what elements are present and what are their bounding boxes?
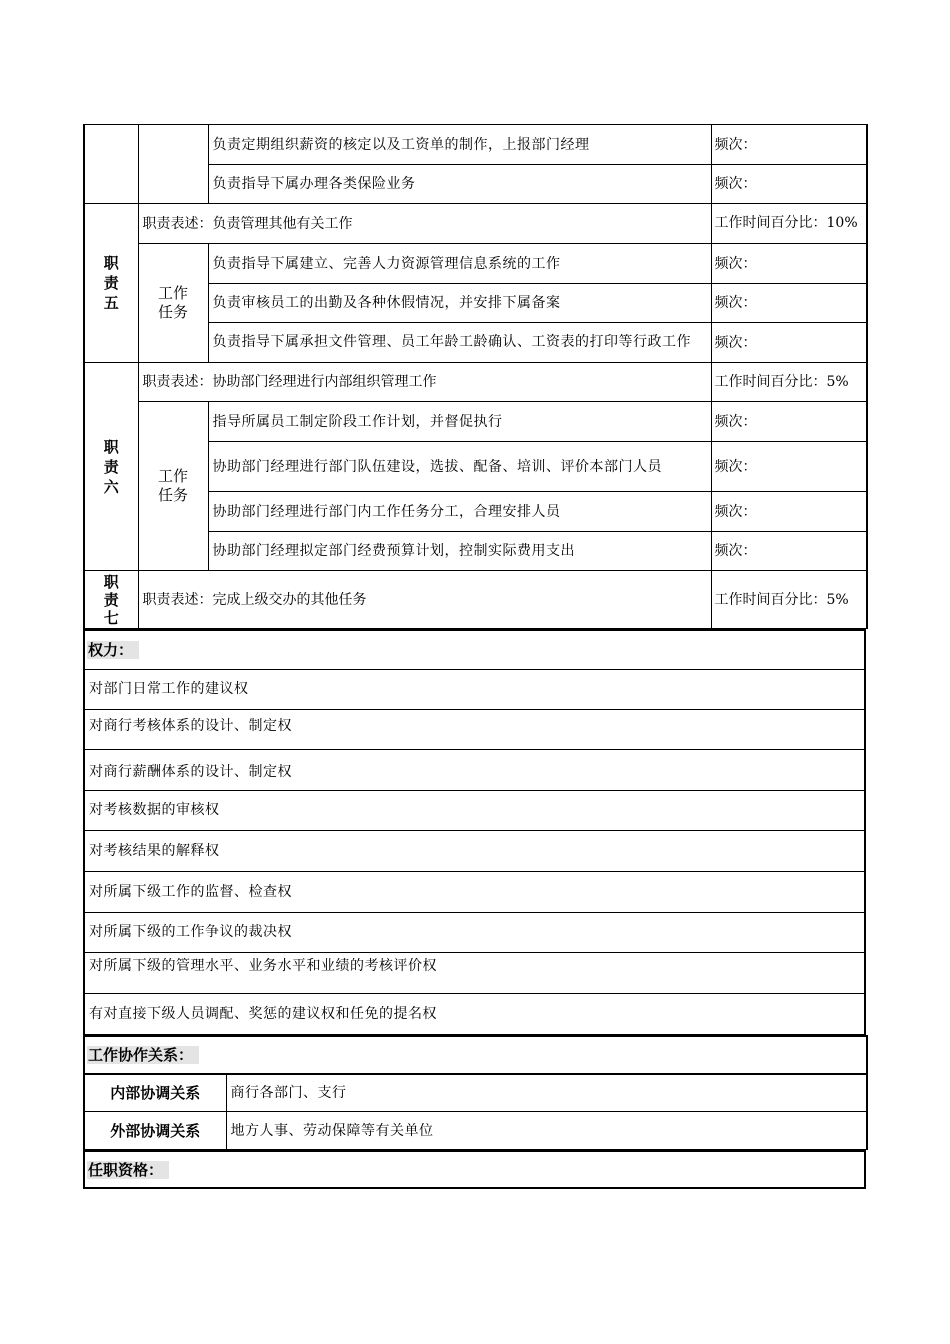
task-frequency: 频次： bbox=[711, 442, 867, 492]
qualifications-table bbox=[83, 1150, 866, 1189]
cooperation-row bbox=[84, 1112, 867, 1150]
power-row bbox=[84, 830, 865, 871]
powers-heading: 权力： bbox=[87, 641, 139, 659]
duty-row bbox=[84, 363, 867, 402]
section-header-row bbox=[84, 1036, 867, 1074]
power-row bbox=[84, 993, 865, 1034]
power-row bbox=[84, 912, 865, 952]
power-item: 对所属下级的工作争议的裁决权 bbox=[84, 912, 865, 952]
power-row bbox=[84, 790, 865, 830]
section-header-row bbox=[84, 630, 865, 669]
duty-label-cell bbox=[84, 125, 138, 204]
power-row bbox=[84, 952, 865, 993]
task-text: 负责定期组织薪资的核定以及工资单的制作，上报部门经理 bbox=[208, 125, 711, 165]
task-frequency: 频次： bbox=[711, 492, 867, 532]
duty-6-label: 职 责 六 bbox=[84, 363, 138, 571]
power-row bbox=[84, 709, 865, 749]
external-coordination-label: 外部协调关系 bbox=[84, 1112, 226, 1150]
task-text: 协助部门经理进行部门内工作任务分工，合理安排人员 bbox=[208, 492, 711, 532]
duty-7-label: 职 责 七 bbox=[84, 571, 138, 629]
power-item: 对考核数据的审核权 bbox=[84, 790, 865, 830]
power-item: 有对直接下级人员调配、奖惩的建议权和任免的提名权 bbox=[84, 993, 865, 1034]
duty-5-label: 职 责 五 bbox=[84, 204, 138, 363]
task-frequency: 频次： bbox=[711, 125, 867, 165]
task-frequency: 频次： bbox=[711, 284, 867, 323]
task-frequency: 频次： bbox=[711, 402, 867, 442]
power-item: 对商行薪酬体系的设计、制定权 bbox=[84, 749, 865, 790]
task-frequency: 频次： bbox=[711, 532, 867, 571]
task-row bbox=[84, 402, 867, 442]
task-text: 协助部门经理进行部门队伍建设，选拔、配备、培训、评价本部门人员 bbox=[208, 442, 711, 492]
duty-5-task-label: 工作 任务 bbox=[138, 244, 208, 363]
duty-7-description: 职责表述：完成上级交办的其他任务 bbox=[138, 571, 711, 629]
job-description-page bbox=[83, 124, 866, 1189]
task-text: 负责指导下属承担文件管理、员工年龄工龄确认、工资表的打印等行政工作 bbox=[208, 323, 711, 363]
duty-row bbox=[84, 571, 867, 629]
power-row bbox=[84, 669, 865, 709]
duty-6-task-label: 工作 任务 bbox=[138, 402, 208, 571]
duty-5-description: 职责表述：负责管理其他有关工作 bbox=[138, 204, 711, 244]
section-header-row bbox=[84, 1151, 865, 1188]
duty-6-description: 职责表述：协助部门经理进行内部组织管理工作 bbox=[138, 363, 711, 402]
task-row bbox=[84, 125, 867, 165]
power-item: 对所属下级工作的监督、检查权 bbox=[84, 871, 865, 912]
task-text: 协助部门经理拟定部门经费预算计划，控制实际费用支出 bbox=[208, 532, 711, 571]
task-frequency: 频次： bbox=[711, 244, 867, 284]
duty-7-percent: 工作时间百分比：5% bbox=[711, 571, 867, 629]
power-item: 对部门日常工作的建议权 bbox=[84, 669, 865, 709]
qualifications-heading: 任职资格： bbox=[87, 1161, 169, 1179]
power-item: 对所属下级的管理水平、业务水平和业绩的考核评价权 bbox=[84, 952, 865, 993]
task-text: 负责指导下属建立、完善人力资源管理信息系统的工作 bbox=[208, 244, 711, 284]
task-row bbox=[84, 244, 867, 284]
power-item: 对考核结果的解释权 bbox=[84, 830, 865, 871]
external-coordination-value: 地方人事、劳动保障等有关单位 bbox=[226, 1112, 867, 1150]
cooperation-row bbox=[84, 1074, 867, 1112]
task-label-cell bbox=[138, 125, 208, 204]
task-text: 负责指导下属办理各类保险业务 bbox=[208, 165, 711, 204]
power-item: 对商行考核体系的设计、制定权 bbox=[84, 709, 865, 749]
duty-5-percent: 工作时间百分比：10% bbox=[711, 204, 867, 244]
task-text: 指导所属员工制定阶段工作计划，并督促执行 bbox=[208, 402, 711, 442]
internal-coordination-label: 内部协调关系 bbox=[84, 1074, 226, 1112]
power-row bbox=[84, 749, 865, 790]
cooperation-table bbox=[83, 1035, 868, 1151]
task-frequency: 频次： bbox=[711, 165, 867, 204]
duties-table bbox=[83, 124, 868, 629]
internal-coordination-value: 商行各部门、支行 bbox=[226, 1074, 867, 1112]
task-text: 负责审核员工的出勤及各种休假情况，并安排下属备案 bbox=[208, 284, 711, 323]
cooperation-heading: 工作协作关系： bbox=[87, 1046, 199, 1064]
powers-table bbox=[83, 629, 866, 1035]
duty-6-percent: 工作时间百分比：5% bbox=[711, 363, 867, 402]
power-row bbox=[84, 871, 865, 912]
task-frequency: 频次： bbox=[711, 323, 867, 363]
duty-row bbox=[84, 204, 867, 244]
